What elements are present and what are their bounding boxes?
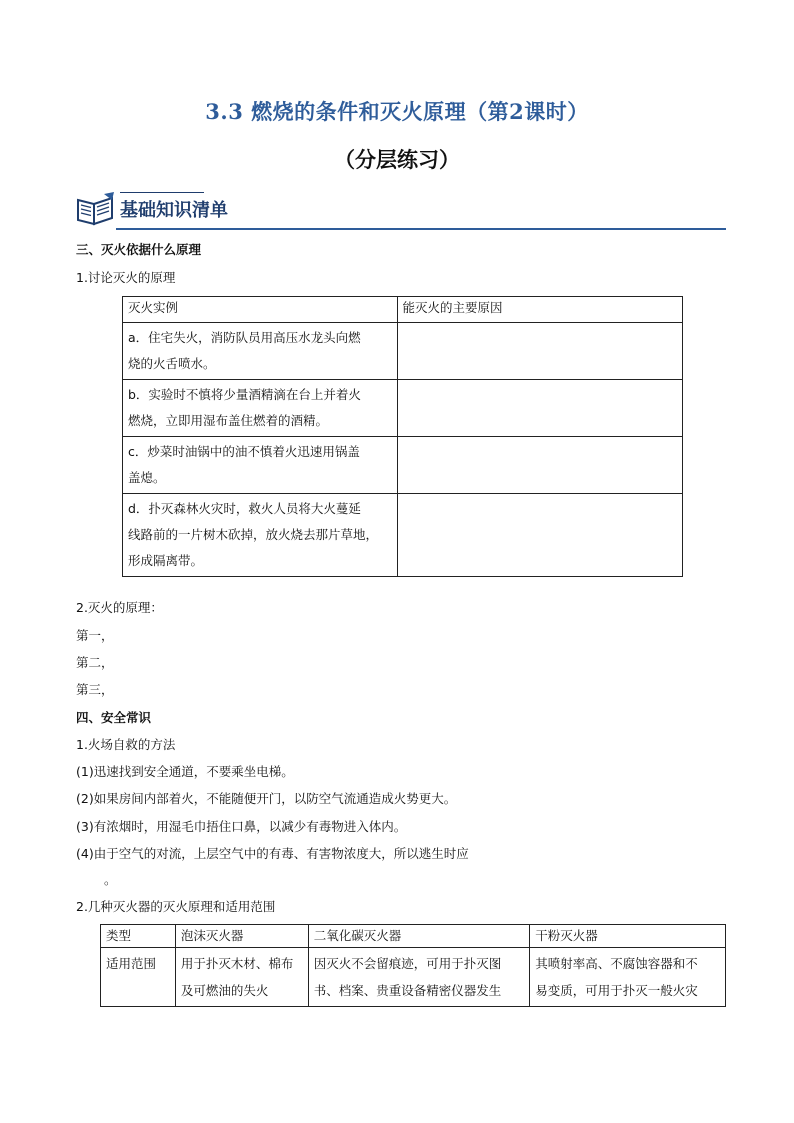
cell-line: c．炒菜时油锅中的油不慎着火迅速用锅盖 — [128, 444, 360, 459]
cell-line: b．实验时不慎将少量酒精滴在台上并着火 — [128, 387, 361, 402]
cell-line: 书、档案、贵重设备精密仪器发生 — [313, 983, 502, 998]
table-header-row — [101, 925, 726, 948]
cell-line: 用于扑灭木材、棉布 — [180, 956, 294, 971]
header-cell: 类型 — [101, 925, 176, 948]
header-cell: 干粉灭火器 — [530, 925, 726, 948]
fire-escape-item: (3)有浓烟时，用湿毛巾捂住口鼻，以减少有毒物进入体内。 — [76, 819, 407, 834]
cell-line: 及可燃油的失火 — [180, 983, 269, 998]
cell-line: 其喷射率高、不腐蚀容器和不 — [535, 956, 698, 971]
page-subtitle: （分层练习） — [334, 147, 460, 172]
header-top-rule — [120, 192, 204, 193]
cell-line: 燃烧，立即用湿布盖住燃着的酒精。 — [128, 413, 329, 428]
example-cell — [123, 437, 398, 494]
scope-cell — [175, 948, 308, 1007]
table-row — [123, 437, 683, 494]
section-3-heading: 三、灭火依据什么原理 — [76, 242, 202, 257]
cell-line: 烧的火舌喷水。 — [128, 356, 216, 371]
question-1-label: 1.讨论灭火的原理 — [76, 270, 176, 285]
scope-cell — [530, 948, 726, 1007]
fire-escape-label: 1.火场自救的方法 — [76, 737, 176, 752]
section-4-heading: 四、安全常识 — [76, 710, 152, 725]
row-label-cell: 适用范围 — [101, 948, 176, 1007]
section-header-label: 基础知识清单 — [120, 200, 228, 221]
principle-item: 第三， — [76, 682, 114, 697]
fire-escape-item: (1)迅速找到安全通道，不要乘坐电梯。 — [76, 764, 294, 779]
cell-line: 易变质，可用于扑灭一般火灾 — [535, 983, 698, 998]
example-cell — [123, 323, 398, 380]
example-cell — [123, 494, 398, 577]
answer-cell[interactable] — [397, 323, 682, 380]
cell-line: 盖熄。 — [128, 470, 166, 485]
fire-escape-tail: 。 — [104, 872, 117, 887]
extinguisher-table — [100, 924, 726, 1007]
header-cell: 二氧化碳灭火器 — [308, 925, 530, 948]
header-cell: 能灭火的主要原因 — [397, 297, 682, 323]
question-2-label: 2.灭火的原理： — [76, 600, 163, 615]
header-cell: 灭火实例 — [123, 297, 398, 323]
extinguish-examples-table — [122, 296, 683, 577]
cell-line: 线路前的一片树木砍掉，放火烧去那片草地， — [128, 527, 379, 542]
principle-item: 第二， — [76, 655, 114, 670]
extinguisher-label: 2.几种灭火器的灭火原理和适用范围 — [76, 899, 276, 914]
principle-item: 第一， — [76, 628, 114, 643]
table-row — [123, 494, 683, 577]
cell-line: 因灭火不会留痕迹，可用于扑灭图 — [313, 956, 502, 971]
table-row — [101, 948, 726, 1007]
book-icon — [76, 192, 116, 226]
page-title: 3.3 燃烧的条件和灭火原理（第2课时） — [205, 99, 589, 124]
cell-line: 形成隔离带。 — [128, 553, 204, 568]
table-row — [123, 380, 683, 437]
header-rule — [116, 228, 726, 230]
answer-cell[interactable] — [397, 494, 682, 577]
scope-cell — [308, 948, 530, 1007]
answer-cell[interactable] — [397, 437, 682, 494]
answer-cell[interactable] — [397, 380, 682, 437]
section-header — [76, 190, 726, 232]
fire-escape-item: (2)如果房间内部着火，不能随便开门，以防空气流通造成火势更大。 — [76, 791, 457, 806]
table-row — [123, 323, 683, 380]
table-header-row — [123, 297, 683, 323]
cell-line: a．住宅失火，消防队员用高压水龙头向燃 — [128, 330, 361, 345]
cell-line: d．扑灭森林火灾时，救火人员将大火蔓延 — [128, 501, 361, 516]
header-cell: 泡沫灭火器 — [175, 925, 308, 948]
example-cell — [123, 380, 398, 437]
fire-escape-item: (4)由于空气的对流，上层空气中的有毒、有害物浓度大，所以逃生时应 — [76, 846, 469, 861]
